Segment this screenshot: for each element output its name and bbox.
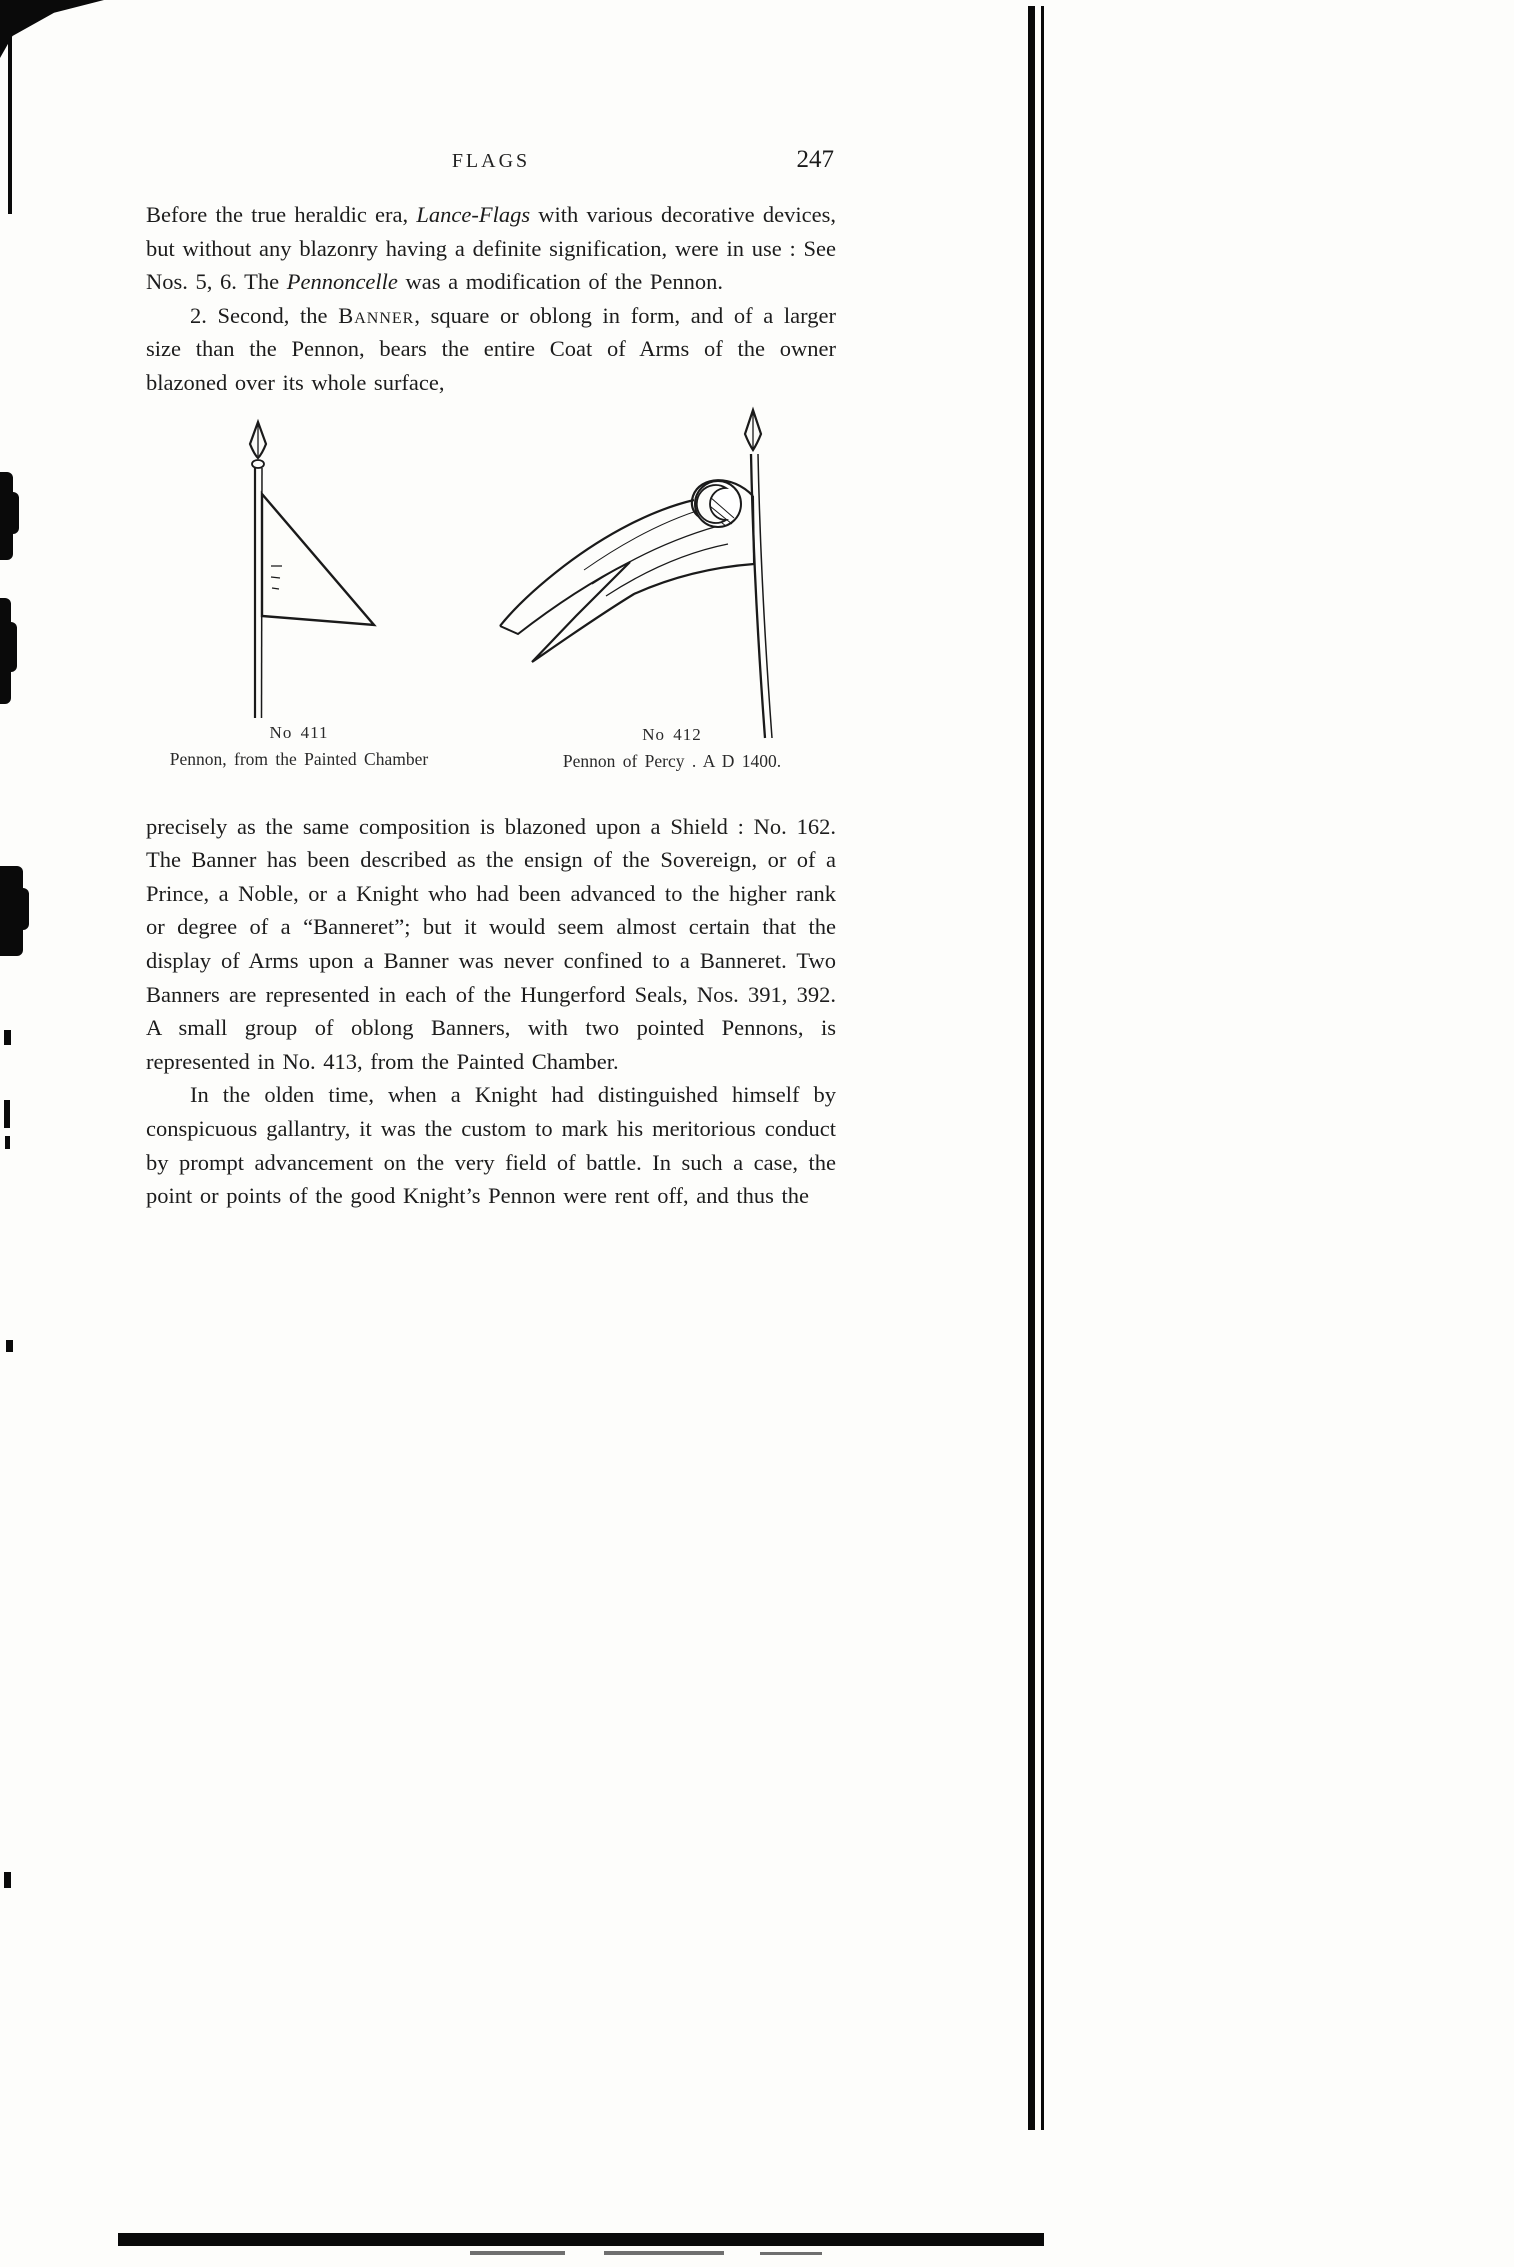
- paragraph: [146, 299, 836, 400]
- scan-artifact-tick: [4, 1030, 11, 1045]
- scan-artifact-bottom-dash: [760, 2252, 822, 2255]
- smallcaps-term: Banner: [338, 302, 415, 328]
- figure-caption-text: Pennon, from the Painted Chamber: [169, 748, 429, 769]
- scan-artifact-tick: [5, 1136, 10, 1149]
- figure-caption-411: [138, 720, 460, 772]
- scan-artifact-bottom-dash: [604, 2251, 724, 2255]
- scan-artifact-left-line: [8, 0, 12, 214]
- figure-number: No 411: [269, 722, 329, 742]
- scan-artifact-gutter-line: [1041, 6, 1044, 2130]
- paragraph-text: In the olden time, when a Knight had distinguished himself by conspicuous gallantry, it was the custom to mark his meritorious conduct by prompt advancement on the very field of battle. In such a case, the point or points of the good Knight’s Pennon were rent off, and thus the: [146, 1082, 836, 1209]
- pennon-411-illustration: [196, 418, 416, 728]
- italic-term: Lance-Flags: [416, 202, 531, 227]
- paragraph: [146, 810, 836, 1079]
- body-text-upper: [146, 198, 836, 400]
- running-header: [146, 146, 836, 186]
- scan-artifact-blob: [0, 622, 17, 672]
- paragraph: [146, 1078, 836, 1212]
- figure-row: [146, 400, 836, 772]
- scan-artifact-tick: [4, 1100, 10, 1128]
- paragraph-text: with various decorative devices, but without any blazonry having a definite signification, were in use : See Nos. 5, 6. The: [146, 202, 836, 295]
- scan-artifact-tick: [6, 1340, 13, 1352]
- paragraph: [146, 198, 836, 299]
- body-text-lower: [146, 810, 836, 1213]
- paragraph-text: precisely as the same composition is blazoned upon a Shield : No. 162. The Banner has been described as the ensign of the Sovereign, or of a Prince, a Noble, or a Knight who had been advanced to the higher rank or degree of a “Banneret”; but it would seem almost certain that the display of Arms upon a Banner was never confined to a Banneret. Two Banners are represented in each of the Hungerford Seals, Nos. 391, 392. A small group of oblong Banners, with two pointed Pennons, is represented in No. 413, from the Painted Chamber.: [146, 813, 836, 1074]
- figure-caption-412: [511, 722, 833, 774]
- paragraph-text: was a modification of the Pennon.: [397, 269, 723, 295]
- scan-artifact-blob: [0, 492, 19, 534]
- italic-term: Pennoncelle: [286, 269, 398, 295]
- paragraph-text: Before the true heraldic era,: [146, 202, 417, 227]
- scan-artifact-bottom-dash: [470, 2251, 565, 2255]
- pennon-412-illustration: [466, 404, 886, 744]
- page-header-title: FLAGS: [451, 150, 531, 172]
- text-column: [146, 146, 836, 1213]
- figure-caption-text: Pennon of Percy . A D 1400.: [562, 750, 782, 771]
- scan-artifact-gutter-line: [1028, 6, 1035, 2130]
- figure-number: No 412: [642, 724, 702, 744]
- scan-artifact-blob: [0, 888, 29, 930]
- paragraph-text: , square or oblong in form, and of a larger size than the Pennon, bears the entire Coat of Arms of the owner blazoned over its whole surface,: [146, 302, 836, 395]
- scan-artifact-bottom-bar: [118, 2233, 1044, 2246]
- page-number: 247: [796, 146, 834, 173]
- scan-artifact-corner: [0, 0, 104, 58]
- paragraph-text: 2. Second, the: [190, 302, 339, 328]
- scan-artifact-tick: [4, 1872, 11, 1888]
